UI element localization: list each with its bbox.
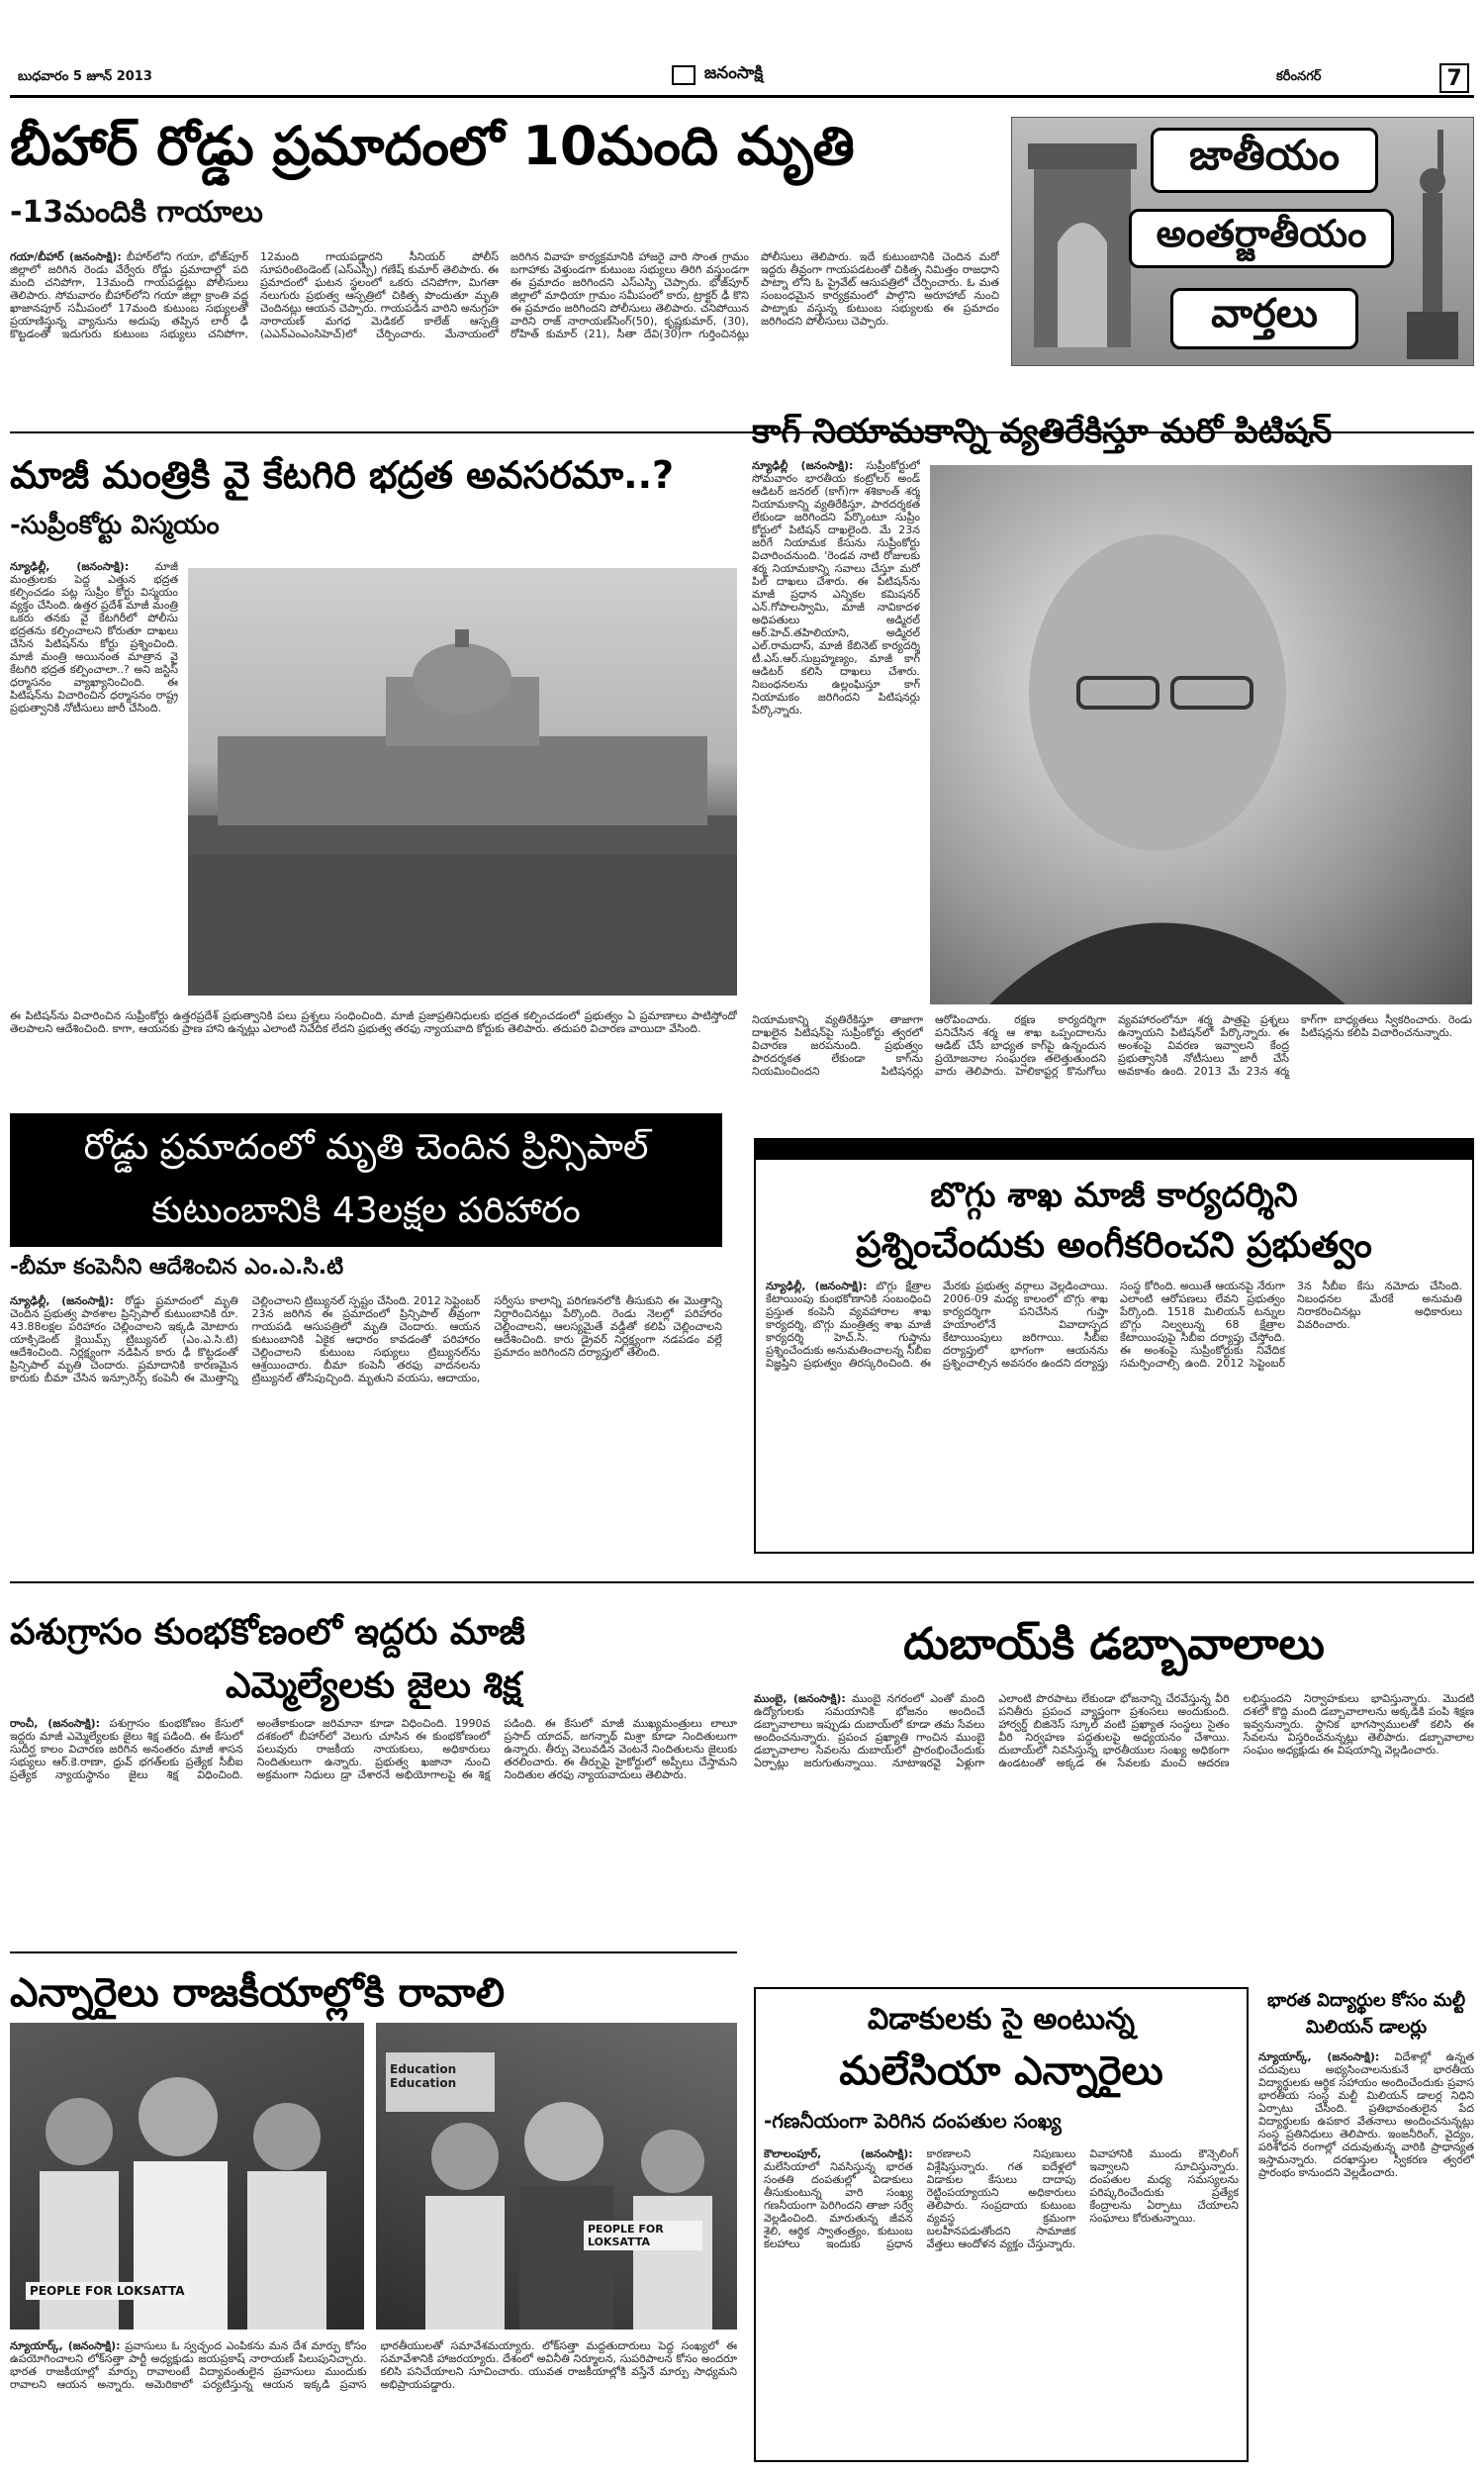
body-text: ముంబై నగరంలో ఎంతో మంది ఉద్యోగులకు సమయానికి భోజనం అందించే డబ్బావాలాలు ఇప్పుడు దుబాయ్‌లో కూడా తమ సేవలు అందించనున్నారు. ప్రపంచ ప్రఖ్యాతి గాంచిన ముంబై డబ్బావాలాల సేవలను దుబాయ్‌లో ప్రారంభించేందుకు ఏర్పాట్లు జరుగుతున్నాయి. నూటాఇరవై ఏళ్లుగా ఎలాంటి పొరపాటు లేకుండా భోజనాన్ని చేరవేస్తున్న వీరి పనితీరు ప్రపంచ వ్యాప్తంగా ప్రశంసలు అందుకుంది. హార్వర్డ్ బిజినెస్ స్కూల్ వంటి ప్రఖ్యాత సంస్థలు సైతం వీరి నిర్వహణ పద్ధతులపై అధ్యయనం చేశాయి. దుబాయ్‌లో నివసిస్తున్న భారతీయుల సంఖ్య అధికంగా ఉండటంతో అక్కడ ఈ సేవలకు మంచి ఆదరణ లభిస్తుందని నిర్వాహకులు భావిస్తున్నారు. మొదటి దశలో కొద్ది మంది డబ్బావాలాలను అక్కడికి పంపి శిక్షణ ఇవ్వనున్నారు. స్థానిక భాగస్వాములతో కలిసి ఈ సేవలను విస్తరించనున్నట్లు తెలిపారు. డబ్బావాలాల సంఘం అధ్యక్షుడు ఈ విషయాన్ని వెల్లడించారు.: [754, 1692, 1474, 1770]
story-student-fund: [1258, 1987, 1474, 2462]
cag-portrait-photo: [930, 465, 1472, 1004]
banner-line-2: అంతర్జాతీయం: [1129, 209, 1394, 268]
article-body: [766, 1280, 1462, 1492]
body-text: మలేసియాలో నివసిస్తున్న భారత సంతతి దంపతుల్లో విడాకులు తీసుకుంటున్న వారి సంఖ్య గణనీయంగా పెరిగిందని తాజా సర్వే వెల్లడించింది. మారుతున్న జీవన శైలి, ఆర్థిక స్వాతంత్ర్యం, కుటుంబ కలహాలు ఇందుకు ప్రధాన కారణాలని నిపుణులు విశ్లేషిస్తున్నారు. గత ఐదేళ్లలో విడాకుల కేసులు దాదాపు రెట్టింపయ్యాయని అధికారులు తెలిపారు. సంప్రదాయ కుటుంబ వ్యవస్థ క్రమంగా బలహీనపడుతోందని సామాజిక వేత్తలు ఆందోళన వ్యక్తం చేస్తున్నారు. వివాహానికి ముందు కౌన్సెలింగ్ ఇవ్వాలని సూచిస్తున్నారు. దంపతుల మధ్య సమస్యలను పరిష్కరించేందుకు ప్రత్యేక కేంద్రాలను ఏర్పాటు చేయాలని సంఘాలు కోరుతున్నాయి.: [764, 2147, 1239, 2250]
article-body: [754, 1692, 1474, 1945]
loksatta-photo-2: [376, 2023, 737, 2330]
photo-banner-text: PEOPLE FOR LOKSATTA: [26, 2282, 189, 2300]
dateline: న్యూఢిల్లీ, (జనంసాక్షి):: [10, 560, 130, 573]
headline-line-1: పశుగ్రాసం కుంభకోణంలో ఇద్దరు మాజీ: [10, 1612, 525, 1653]
article-body: [764, 2147, 1239, 2415]
story-security: [10, 443, 742, 1087]
body-text: పశుగ్రాసం కుంభకోణం కేసులో ఇద్దరు మాజీ ఎమ్మెల్యేలకు జైలు శిక్ష పడింది. ఈ కేసులో సుదీర్ఘ కాలం విచారణ జరిగిన అనంతరం మాజీ శాసన సభ్యులు ఆర్.కె.రాణా, ధ్రువ్ భగత్‌లకు ప్రత్యేక సీబీఐ ప్రత్యేక న్యాయస్థానం జైలు శిక్ష విధించింది. అంతేకాకుండా జరిమానా కూడా విధించింది. 1990వ దశకంలో బీహార్‌లో వెలుగు చూసిన ఈ కుంభకోణంలో పలువురు రాజకీయ నాయకులు, అధికారులు నిందితులుగా ఉన్నారు. ప్రభుత్వ ఖజానా నుంచి అక్రమంగా నిధులు డ్రా చేశారనే అభియోగాలపై ఈ శిక్ష పడింది. ఈ కేసులో మాజీ ముఖ్యమంత్రులు లాలూ ప్రసాద్ యాదవ్, జగన్నాథ్ మిశ్రా కూడా నిందితులుగా ఉన్నారు. తీర్పు వెలువడిన వెంటనే నిందితులను జైలుకు తరలించారు. ఈ తీర్పుపై హైకోర్టులో అప్పీలు చేస్తామని నిందితుల తరఫు న్యాయవాదులు తెలిపారు.: [10, 1717, 737, 1782]
masthead: [0, 0, 1484, 99]
dateline: న్యూఢిల్లీ, (జనంసాక్షి):: [766, 1279, 868, 1292]
body-text: ఈ పిటిషన్‌ను విచారించిన సుప్రీంకోర్టు ఉత్తరప్రదేశ్ ప్రభుత్వానికి పలు ప్రశ్నలు సంధించింది. మాజీ ప్రజాప్రతినిధులకు భద్రత కల్పించడంలో ప్రభుత్వం ఏ ప్రమాణాలు పాటిస్తోందో తెలపాలని ఆదేశించింది. కాగా, ఆయనకు ప్రాణ హాని ఉన్నట్లు ఎలాంటి నివేదిక లేదని ప్రభుత్వ తరఫు న్యాయవాది కోర్టుకు తెలిపారు. తదుపరి విచారణ వాయిదా వేసింది.: [10, 1009, 737, 1035]
subhead: -13మందికి గాయాలు: [10, 195, 263, 231]
story-nri-politics: [10, 1959, 737, 2469]
paper-name: జనంసాక్షి: [703, 63, 764, 83]
body-text: విదేశాల్లో ఉన్నత చదువులు అభ్యసించాలనుకునే భారతీయ విద్యార్థులకు ఆర్థిక సహాయం అందించేందుకు ప్రవాస భారతీయ సంస్థ మల్టీ మిలియన్ డాలర్ల నిధిని ఏర్పాటు చేసింది. ప్రతిభావంతులైన పేద విద్యార్థులకు ఉపకార వేతనాలు అందించనున్నట్లు సంస్థ ప్రతినిధులు తెలిపారు. ఇంజనీరింగ్, వైద్యం, పరిశోధన రంగాల్లో చదువుతున్న వారికి ప్రాధాన్యత ఇస్తామన్నారు. దరఖాస్తుల స్వీకరణ త్వరలో ప్రారంభం కానుందని వెల్లడించారు.: [1258, 2050, 1474, 2179]
supreme-court-photo: [188, 568, 737, 996]
kicker: విడాకులకు సై అంటున్న: [867, 2002, 1136, 2037]
subhead: -సుప్రీంకోర్టు విస్మయం: [10, 510, 220, 540]
banner-line-1: జాతీయం: [1151, 128, 1378, 193]
divider: [10, 1581, 1474, 1583]
india-gate-icon: [1018, 134, 1147, 361]
body-text: మాజీ మంత్రులకు పెద్ద ఎత్తున భద్రత కల్పించడం పట్ల సుప్రీం కోర్టు విస్మయం వ్యక్తం చేసింది. ఉత్తర ప్రదేశ్ మాజీ మంత్రి ఒకరు తనకు వై కేటగిరీలో పోలీసు భద్రతను కల్పించాలని కోరుతూ దాఖలు చేసిన పిటిషన్‌ను కోర్టు ప్రశ్నించింది. మాజీ మంత్రి అయినంత మాత్రాన వై కేటగిరి భద్రత కల్పించాలా..? అని జస్టిస్ ధర్మాసనం వ్యాఖ్యానించింది. ఈ పిటిషన్‌ను విచారించిన ధర్మాసనం రాష్ట్ర ప్రభుత్వానికి నోటీసులు జారీ చేసింది.: [10, 560, 178, 714]
body-text: సుప్రీంకోర్టులో సోమవారం భారతీయ కంట్రోలర్ అండ్ ఆడిటర్ జనరల్ (కాగ్)గా శశికాంత్ శర్మ నియామకాన్ని వ్యతిరేకిస్తూ, పారదర్శకత లేకుండా జరిగిందని పేర్కొంటూ సుప్రీం కోర్టులో పిటిషన్ దాఖలైంది. మే 23న జరిగే నియామక కేసును సుప్రీంకోర్టు విచారించనుంది. 'రెండవ నాటి రోజులకు శర్మ నియామకాన్ని సవాలు చేస్తూ మరో పిల్ దాఖలు చేశారు. ఈ పిటిషన్‌ను మాజీ ప్రధాన ఎన్నికల కమిషనర్ ఎన్.గోపాలస్వామి, మాజీ నావికాదళ అధిపతులు అడ్మిరల్ ఆర్.హెచ్.తహిలియాని, అడ్మిరల్ ఎల్.రామదాస్, మాజీ కేబినెట్ కార్యదర్శి టీ.ఎస్.ఆర్.సుబ్రహ్మణ్యం, మాజీ కాగ్ ఆడిటర్ కలిసి దాఖలు చేశారు. నిబంధనలను ఉల్లంఘిస్తూ కాగ్ నియామకం జరిగిందని పిటిషనర్లు పేర్కొన్నారు.: [752, 459, 920, 716]
photo-sign-text: Education Education: [390, 2062, 457, 2090]
loksatta-photo-1: [10, 2023, 364, 2330]
headline: కాగ్ నియామకాన్ని వ్యతిరేకిస్తూ మరో పిటిషన్: [752, 412, 1333, 451]
dateline: కౌలాలంపూర్, (జనంసాక్షి):: [764, 2147, 913, 2160]
headline-band-principal: [10, 1113, 722, 1247]
article-body: [1258, 2050, 1474, 2426]
dateline: న్యూయార్క్, (జనంసాక్షి):: [10, 2339, 121, 2352]
divider: [10, 1951, 737, 1953]
dateline: గయా/బీహార్ (జనంసాక్షి):: [10, 250, 122, 264]
body-text: బొగ్గు క్షేత్రాల కేటాయింపు కుంభకోణానికి సంబంధించి ప్రస్తుత కంపెనీ వ్యవహారాల శాఖ కార్యదర్శి, బొగ్గు మంత్రిత్వ శాఖ మాజీ కార్యదర్శి హెచ్.సి. గుప్తాను ప్రశ్నించేందుకు అనుమతించాలన్న సీబీఐ విజ్ఞప్తిని ప్రభుత్వం తిరస్కరించింది. ఈ మేరకు ప్రభుత్వ వర్గాలు వెల్లడించాయి. 2006-09 మధ్య కాలంలో బొగ్గు శాఖ కార్యదర్శిగా పనిచేసిన గుప్తా హయాంలోనే వివాదాస్పద కేటాయింపులు జరిగాయి. సీబీఐ దర్యాప్తులో భాగంగా ఆయనను ప్రశ్నించాల్సిన అవసరం ఉందని దర్యాప్తు సంస్థ కోరింది. అయితే ఆయనపై నేరుగా ఎలాంటి ఆరోపణలు లేవని ప్రభుత్వం పేర్కొంది. 1518 మిలియన్ టన్నుల బొగ్గు నిల్వలున్న 68 క్షేత్రాల కేటాయింపుపై సీబీఐ దర్యాప్తు చేస్తోంది. ఈ అంశంపై సుప్రీంకోర్టుకు నివేదిక సమర్పించాల్సి ఉంది. 2012 సెప్టెంబర్ 3న సీబీఐ కేసు నమోదు చేసింది. నిబంధనల మేరకే అనుమతి నిరాకరించినట్లు అధికారులు వివరించారు.: [766, 1279, 1462, 1370]
page-number: 7: [1439, 63, 1469, 93]
story-dabbawalas: [754, 1591, 1474, 1972]
banner-line-3: వార్తలు: [1170, 288, 1358, 349]
article-left-column: [10, 560, 178, 1003]
section-banner: [1011, 117, 1474, 366]
article-bottom: [752, 1013, 1472, 1122]
dateline: ముంబై, (జనంసాక్షి):: [754, 1692, 846, 1706]
subhead: -బీమా కంపెనీని ఆదేశించిన ఎం.ఎ.సి.టి: [10, 1255, 344, 1280]
headline-line-1: రోడ్డు ప్రమాదంలో మృతి చెందిన ప్రిన్సిపాల్: [83, 1127, 649, 1168]
masthead-edition: కరీంనగర్: [1276, 69, 1322, 84]
dateline: రాంచీ, (జనంసాక్షి):: [10, 1717, 101, 1731]
headline: ఎన్నారైలు రాజకీయాల్లోకి రావాలి: [10, 1970, 506, 2016]
headline: దుబాయ్‌కి డబ్బావాలాలు: [903, 1619, 1325, 1669]
photo-banner-text: PEOPLE FOR LOKSATTA: [584, 2221, 702, 2250]
masthead-logo: [633, 63, 801, 89]
body-text: రోడ్డు ప్రమాదంలో మృతి చెందిన ప్రభుత్వ పాఠశాల ప్రిన్సిపాల్ కుటుంబానికి రూ. 43.88లక్షల పరిహారం చెల్లించాలని ఇక్కడి మోటారు యాక్సిడెంట్ క్లెయిమ్స్ ట్రిబ్యునల్ (ఎం.ఎ.సి.టి) ఆదేశించింది. నిర్లక్ష్యంగా నడిపిన కారు ఢీ కొట్టడంతో ప్రిన్సిపాల్ మృతి చెందారు. ప్రమాదానికి కారణమైన కారుకు బీమా చేసిన ఇన్సూరెన్స్ కంపెనీ ఈ మొత్తాన్ని చెల్లించాలని ట్రిబ్యునల్ స్పష్టం చేసింది. 2012 సెప్టెంబర్ 23న జరిగిన ఈ ప్రమాదంలో ప్రిన్సిపాల్ తీవ్రంగా గాయపడి ఆసుపత్రిలో మృతి చెందారు. ఆయన కుటుంబానికి ఏకైక ఆధారం కావడంతో పరిహారం చెల్లించాలని కుటుంబ సభ్యులు ట్రిబ్యునల్‌ను ఆశ్రయించారు. బీమా కంపెనీ తరఫు వాదనలను ట్రిబ్యునల్ తోసిపుచ్చింది. మృతుని వయసు, ఆదాయం, సర్వీసు కాలాన్ని పరిగణనలోకి తీసుకుని ఈ మొత్తాన్ని నిర్ధారించినట్లు పేర్కొంది. రెండు నెలల్లో పరిహారం చెల్లించాలని, ఆలస్యమైతే వడ్డీతో కలిపి చెల్లించాలని ఆదేశించింది. కారు డ్రైవర్ నిర్లక్ష్యంగా నడపడం వల్లే ప్రమాదం జరిగిందని దర్యాప్తులో తేలింది.: [10, 1294, 722, 1384]
masthead-rule: [10, 95, 1474, 98]
headline: భారత విద్యార్థుల కోసం మల్టీ మిలియన్ డాలర్లు: [1266, 1990, 1466, 2038]
article-body: [10, 2339, 737, 2458]
dateline: న్యూయార్క్, (జనంసాక్షి):: [1258, 2050, 1380, 2063]
headline: మలేసియా ఎన్నారైలు: [839, 2048, 1163, 2094]
story-malaysia-divorce: [754, 1987, 1249, 2462]
article-body: [10, 1717, 737, 1930]
masthead-date: బుధవారం 5 జూన్ 2013: [18, 69, 152, 84]
dateline: న్యూఢిల్లీ, (జనంసాక్షి):: [10, 1294, 114, 1307]
statue-of-liberty-icon: [1393, 124, 1472, 361]
body-text: ప్రవాసులు ఓ స్వచ్ఛంద ఎంపికను మన దేశ మార్పు కోసం ఉపయోగించాలని లోక్‌సత్తా పార్టీ అధ్యక్షుడు జయప్రకాష్ నారాయణ్ పిలుపునిచ్చారు. భారత రాజకీయాల్లో మార్పు రావాలంటే విద్యావంతులైన ప్రవాసులు ముందుకు రావాలని ఆయన అన్నారు. అమెరికాలో పర్యటిస్తున్న ఆయన ఇక్కడి ప్రవాస భారతీయులతో సమావేశమయ్యారు. లోక్‌సత్తా మద్దతుదారులు పెద్ద సంఖ్యలో ఈ సమావేశానికి హాజరయ్యారు. దేశంలో అవినీతి నిర్మూలన, సుపరిపాలన కోసం అందరూ కలిసి పనిచేయాలని సూచించారు. యువత రాజకీయాల్లోకి వస్తేనే మార్పు సాధ్యమని అభిప్రాయపడ్డారు.: [10, 2339, 737, 2391]
body-text: బీహార్‌లోని గయా, భోజ్‌పూర్ జిల్లాలో జరిగిన రెండు వేర్వేరు రోడ్డు ప్రమాదాల్లో పది మంది చనిపోగా, 13మంది గాయపడ్డట్లు పోలీసులు తెలిపారు. సోమవారం బీహార్‌లోని గయా జిల్లా క్రాంతి వద్ద ఖాజానపూర్ సమీపంలో 17మంది కుటుంబ సభ్యులతో ప్రయాణిస్తున్న వ్యానును అదుపు తప్పిన లారీ ఢీ కొట్టడంతో ఇదుగురు కుటుంబ సభ్యులు చనిపోగా, 12మంది గాయపడ్డారని సీనియర్ పోలీస్ సూపరింటెండెంట్ (ఎస్ఎస్పీ) గణేష్ కుమార్ తెలిపారు. ఈ ప్రమాదంలో ఘటన స్థలంలో ఒకరు చనిపోగా, మిగతా నలుగురు ప్రభుత్వ ఆస్పత్రిలో చికిత్స పొందుతూ మృతి చెందినట్లు ఆయన చెప్పారు. గాయపడిన వారిని అనుగ్రహ నారాయణ్ మగధ మెడికల్ కాలేజ్ ఆస్పత్రి (ఎఎన్ఎంఎంసిహెచ్)లో చేర్పించారు. మేనాయంలో జరిగిన వివాహ కార్యక్రమానికి హాజరై వారి సొంత గ్రామం బగాహాకు వెళ్తుండగా కుటుంబ సభ్యులు తిరిగి వస్తుండగా ఈ ప్రమాదం జరిగిందని ఎస్ఎస్పి చెప్పారు. భోజ్‌పూర్ జిల్లాలో మాధియా గ్రామం సమీపంలో కారు, ట్రాక్టర్ ఢీ కొని ఈ ప్రమాదం జరిగిందని పోలీసులు తెలిపారు. చనిపోయిన వారిని రాజ్ నారాయణ్‌సింగ్(50), కృష్ణకుమార్, (30), రోహిత్ కుమార్ (21), సీతా దేవి(30)గా గుర్తించినట్లు పోలీసులు తెలిపారు. ఇదే కుటుంబానికి చెందిన మరో ఇద్దరు తీవ్రంగా గాయపడటంతో చికిత్స నిమిత్తం రాజధాని పాట్నా లోని ఓ ప్రైవేట్ ఆసుపత్రిలో చేర్పించారు. ఓ మత సంబంధమైన కార్యక్రమంలో పాల్గొని అరూహాబ్ నుంచి పాట్నాకు వస్తున్న కుటుంబ సభ్యులకు ఈ ప్రమాదం జరిగిందని పోలీసులు చెప్పారు.: [10, 250, 999, 341]
headline-line-2: కుటుంబానికి 43లక్షల పరిహారం: [151, 1190, 581, 1231]
article-bottom: [10, 1009, 737, 1081]
headline-line-2: ఎమ్మెల్యేలకు జైలు శిక్ష: [226, 1665, 521, 1706]
headline-line-1: బొగ్గు శాఖ మాజీ కార్యదర్శిని: [930, 1176, 1298, 1215]
article-left-column: [752, 459, 920, 1008]
story-coal: [754, 1138, 1474, 1554]
headline-line-2: ప్రశ్నించేందుకు అంగీకరించని ప్రభుత్వం: [856, 1225, 1372, 1267]
headline: బీహార్ రోడ్డు ప్రమాదంలో 10మంది మృతి: [10, 115, 855, 177]
story-fodder-scam: [10, 1591, 737, 1948]
article-body: [10, 1294, 722, 1562]
portrait-icon: [930, 465, 1472, 1004]
article-body: [10, 250, 999, 419]
headline: మాజీ మంత్రికి వై కేటగిరి భద్రత అవసరమా..?: [10, 453, 675, 497]
story-cag: [752, 408, 1474, 1130]
newspaper-icon: [672, 65, 696, 85]
supreme-court-building-icon: [188, 568, 737, 996]
subhead: -గణనీయంగా పెరిగిన దంపతుల సంఖ్య: [764, 2109, 1062, 2133]
story-bihar-accident: [10, 107, 999, 424]
dateline: న్యూఢిల్లీ (జనంసాక్షి):: [752, 459, 854, 472]
body-text: నియామకాన్ని వ్యతిరేకిస్తూ తాజాగా దాఖలైన పిటిషన్‌పై సుప్రీంకోర్టు త్వరలో విచారణ జరపనుంది. ప్రభుత్వం పారదర్శకత లేకుండా కాగ్‌ను నియమించిందని పిటిషనర్లు ఆరోపించారు. రక్షణ కార్యదర్శిగా పనిచేసిన శర్మ ఆ శాఖ ఒప్పందాలను ఆడిట్ చేసే బాధ్యత కాగ్‌పై ఉన్నందున ప్రయోజనాల సంఘర్షణ తలెత్తుతుందని వారు తెలిపారు. హెలికాప్టర్ల కొనుగోలు వ్యవహారంలోనూ శర్మ పాత్రపై ప్రశ్నలు ఉన్నాయని పిటిషన్‌లో పేర్కొన్నారు. ఈ అంశంపై వివరణ ఇవ్వాలని కేంద్ర ప్రభుత్వానికి నోటీసులు జారీ చేసే అవకాశం ఉంది. 2013 మే 23న శర్మ కాగ్‌గా బాధ్యతలు స్వీకరించారు. రెండు పిటిషన్లను కలిపి విచారించనున్నారు.: [752, 1013, 1472, 1078]
story-principal: [10, 1255, 722, 1570]
